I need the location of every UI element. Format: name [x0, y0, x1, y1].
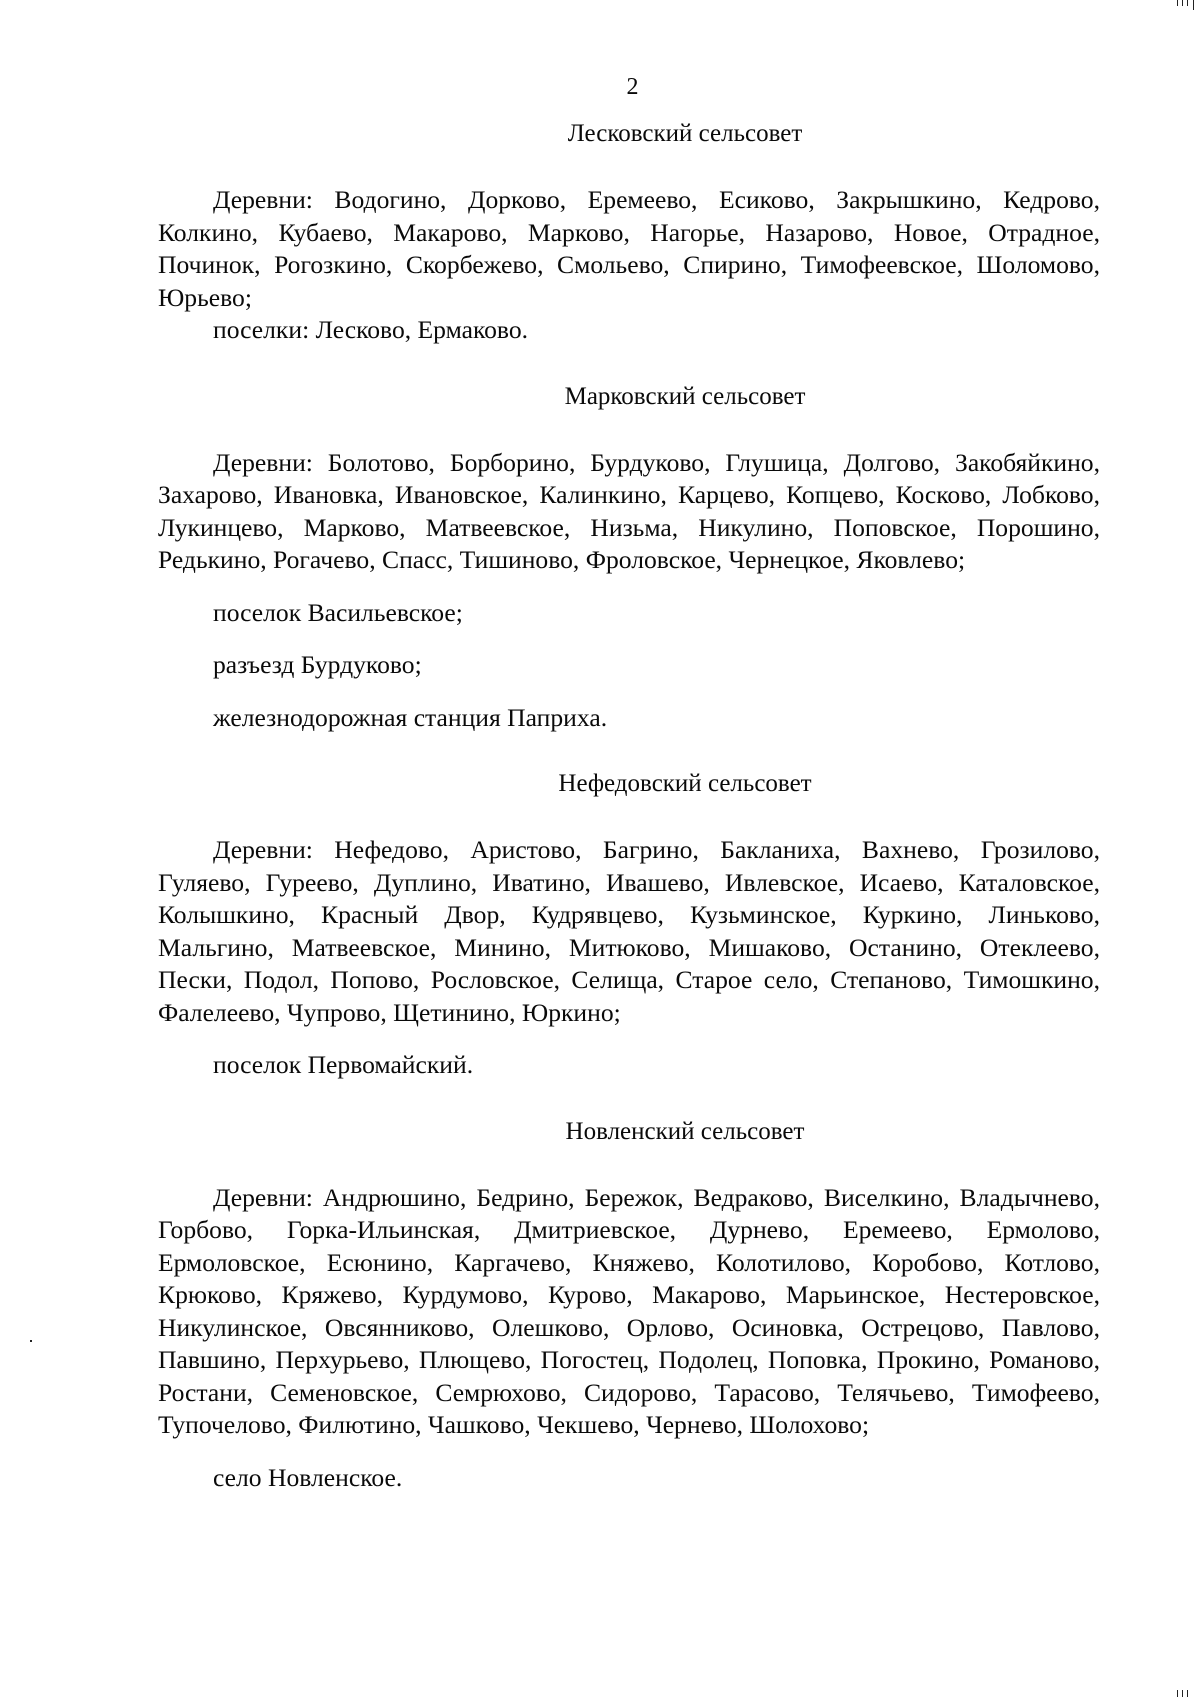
section-heading: Марковский сельсовет [564, 382, 806, 410]
section-leskovsky [158, 118, 1100, 347]
section-heading: Лесковский сельсовет [567, 120, 803, 147]
villages-paragraph: Деревни: Андрюшино, Бедрино, Бережок, Ведраково, Виселкино, Владычнево, Горбово, Горка-Ильинская, Дмитриевское, Дурнево, Еремеево, Ермолово, Ермоловское, Есюнино, Каргачево, Княжево, Колотилово, Коробово, Котлово, Крюково, Кряжево, Курдумово, Курово, Макарово, Марьинское, Нестеровское, Никулинское, Овсянниково, Олешково, Орлово, Осиновка, Острецово, Павлово, Павшино, Перхурьево, Плющево, Погостец, Подолец, Поповка, Прокино, Романово, Ростани, Семеновское, Семрюхово, Сидорово, Тарасово, Телячьево, Тимофеево, Тупочелово, Филютино, Чашково, Чекшево, Чернево, Шолохово; [158, 1182, 1100, 1439]
scan-mark [1193, 0, 1194, 10]
villages-paragraph: Деревни: Водогино, Дорково, Еремеево, Есиково, Закрышкино, Кедрово, Колкино, Кубаево, Макарово, Марково, Нагорье, Назарово, Новое, Отрадное, Починок, Рогозкино, Скорбежево, Смольево, Спирино, Тимофеевское, Шоломово, Юрьево; [158, 185, 1100, 312]
settlement-line: поселок Первомайский. [213, 1050, 474, 1079]
settlement-line: разъезд Бурдуково; [213, 650, 422, 679]
section-markovsky [158, 381, 1100, 735]
scan-dot [30, 1340, 32, 1342]
scan-mark [1187, 1690, 1188, 1697]
settlement-line: поселки: Лесково, Ермаково. [213, 315, 529, 344]
section-novlensky [158, 1116, 1100, 1495]
settlement-line: село Новленское. [213, 1462, 403, 1492]
section-heading: Новленский сельсовет [565, 1117, 805, 1145]
section-nefedovsky [158, 768, 1100, 1082]
settlement-line: поселок Васильевское; [213, 597, 463, 627]
villages-paragraph: Деревни: Нефедово, Аристово, Багрино, Бакланиха, Вахнево, Грозилово, Гуляево, Гуреево, Дуплино, Иватино, Ивашево, Ивлевское, Исаево, Каталовское, Колышкино, Красный Двор, Кудрявцево, Кузьминское, Куркино, Линьково, Мальгино, Матвеевское, Минино, Митюково, Мишаково, Останино, Отеклеево, Пески, Подол, Попово, Рословское, Селища, Старое село, Степаново, Тимошкино, Фалелеево, Чупрово, Щетинино, Юркино; [158, 835, 1100, 1027]
scan-mark [1182, 1690, 1183, 1697]
villages-paragraph: Деревни: Болотово, Борборино, Бурдуково, Глушица, Долгово, Закобяйкино, Захарово, Ивановка, Ивановское, Калинкино, Карцево, Копцево, Косково, Лобково, Лукинцево, Марково, Матвеевское, Низьма, Никулино, Поповское, Порошино, Редькино, Рогачево, Спасс, Тишиново, Фроловское, Чернецкое, Яковлево; [158, 447, 1100, 574]
scan-mark [1187, 0, 1188, 6]
page-number: 2 [626, 74, 639, 100]
section-heading: Нефедовский сельсовет [558, 770, 812, 797]
scan-mark [1182, 0, 1183, 6]
scan-mark [1177, 1690, 1178, 1697]
document-body [158, 118, 1100, 1494]
scan-mark [1177, 0, 1178, 6]
settlement-line: железнодорожная станция Паприха. [213, 702, 608, 732]
